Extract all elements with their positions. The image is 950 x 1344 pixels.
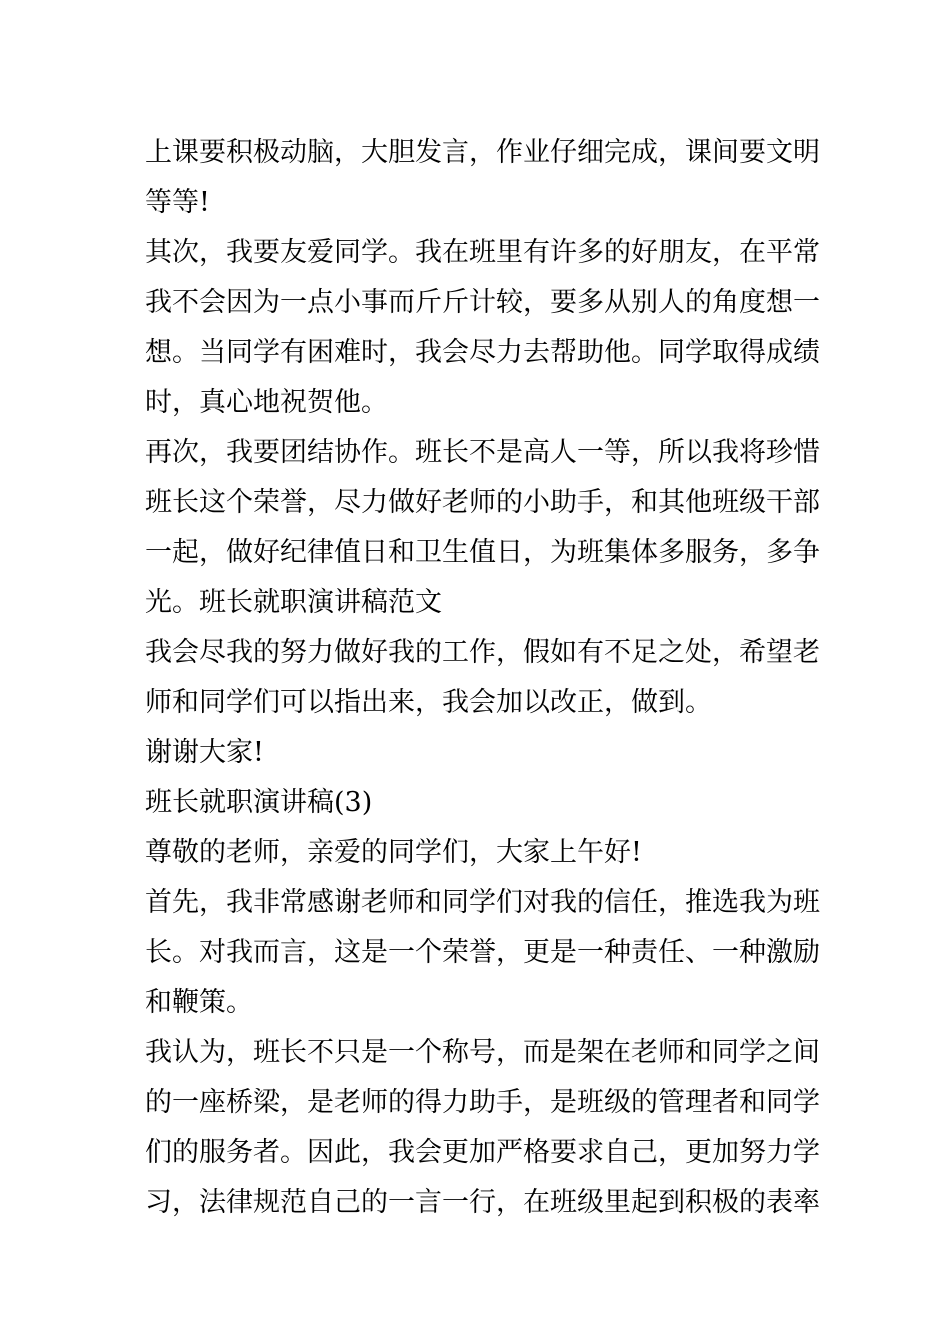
text-line: 上课要积极动脑，大胆发言，作业仔细完成，课间要文明 <box>145 137 820 168</box>
text-line: 一起，做好纪律值日和卫生值日，为班集体多服务，多争 <box>145 537 820 568</box>
text-line: 我会尽我的努力做好我的工作，假如有不足之处，希望老 <box>145 637 820 668</box>
text-line: 班长这个荣誉，尽力做好老师的小助手，和其他班级干部 <box>145 487 820 518</box>
text-line: 的一座桥梁，是老师的得力助手，是班级的管理者和同学 <box>145 1087 820 1118</box>
text-line: 和鞭策。 <box>145 987 253 1018</box>
text-line: 想。当同学有困难时，我会尽力去帮助他。同学取得成绩 <box>145 337 820 368</box>
text-line: 尊敬的老师，亲爱的同学们，大家上午好! <box>145 837 642 868</box>
text-line: 其次，我要友爱同学。我在班里有许多的好朋友，在平常 <box>145 237 820 268</box>
section-heading: 班长就职演讲稿(3) <box>145 787 373 818</box>
text-line: 谢谢大家! <box>145 737 264 768</box>
text-line: 们的服务者。因此，我会更加严格要求自己，更加努力学 <box>145 1137 820 1168</box>
text-line: 光。班长就职演讲稿范文 <box>145 587 442 618</box>
text-line: 习，法律规范自己的一言一行，在班级里起到积极的表率 <box>145 1187 820 1218</box>
text-line: 师和同学们可以指出来，我会加以改正，做到。 <box>145 687 712 718</box>
text-line: 我不会因为一点小事而斤斤计较，要多从别人的角度想一 <box>145 287 820 318</box>
document-body <box>145 128 820 1228</box>
text-line: 长。对我而言，这是一个荣誉，更是一种责任、一种激励 <box>145 937 820 968</box>
document-page <box>145 128 820 1228</box>
text-line: 再次，我要团结协作。班长不是高人一等，所以我将珍惜 <box>145 437 820 468</box>
text-line: 时，真心地祝贺他。 <box>145 387 388 418</box>
text-line: 首先，我非常感谢老师和同学们对我的信任，推选我为班 <box>145 887 820 918</box>
text-line: 我认为，班长不只是一个称号，而是架在老师和同学之间 <box>145 1037 820 1068</box>
text-line: 等等! <box>145 187 210 218</box>
